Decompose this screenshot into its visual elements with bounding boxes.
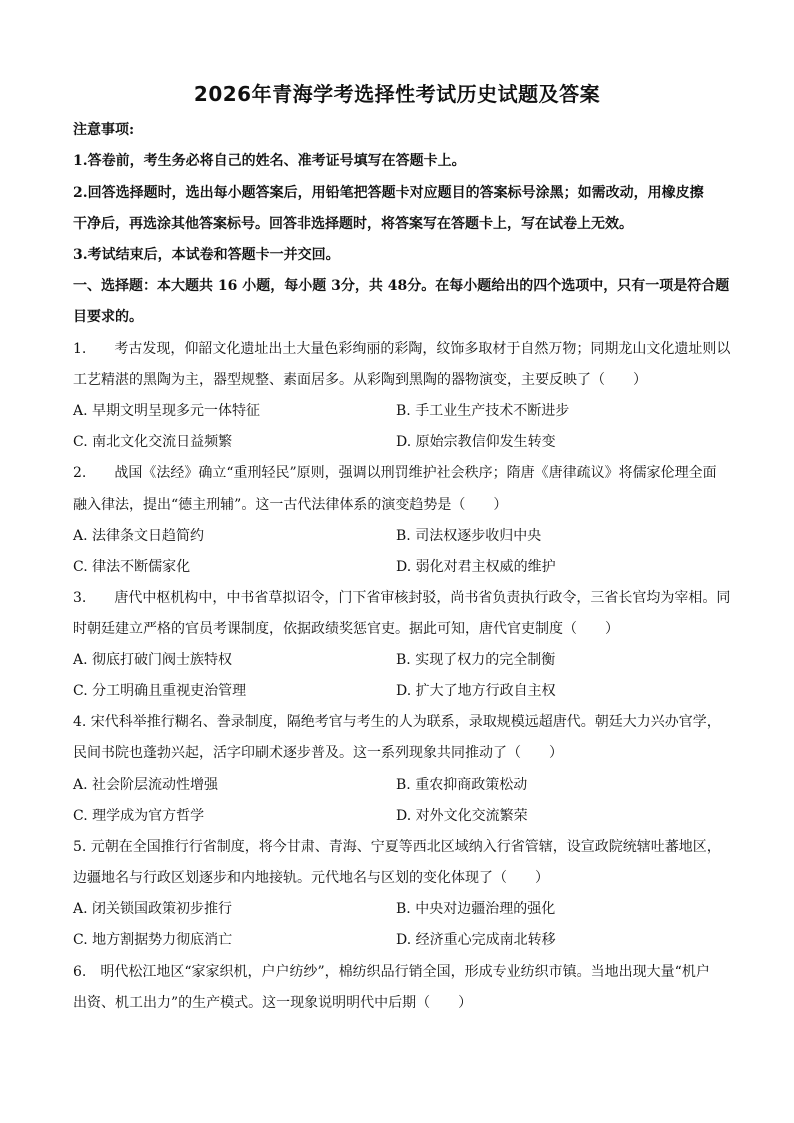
question-4-option-d: D. 对外文化交流繁荣 — [396, 808, 528, 824]
question-2-stem-line-2: 融入律法，提出“德主刑辅”。这一古代法律体系的演变趋势是（ ） — [73, 497, 508, 513]
question-1-option-b: B. 手工业生产技术不断进步 — [396, 403, 570, 419]
question-4-option-b: B. 重农抑商政策松动 — [396, 777, 528, 793]
question-3-option-b: B. 实现了权力的完全制衡 — [396, 652, 556, 668]
question-1-stem-line-2: 工艺精湛的黑陶为主，器型规整、素面居多。从彩陶到黑陶的器物演变，主要反映了（ ） — [73, 372, 647, 388]
notice-item-1: 1.答卷前，考生务必将自己的姓名、准考证号填写在答题卡上。 — [73, 153, 466, 169]
question-5-option-b: B. 中央对边疆治理的强化 — [396, 901, 556, 917]
question-3-stem-line-2: 时朝廷建立严格的官员考课制度，依据政绩奖惩官吏。据此可知，唐代官吏制度（ ） — [73, 621, 619, 637]
section-heading: 一、选择题：本大题共 16 小题，每小题 3分，共 48分。在每小题给出的四个选项中，只有一项是符合题 — [73, 278, 730, 294]
question-2-option-a: A. 法律条文日趋简约 — [73, 528, 205, 544]
question-4-stem-line-2: 民间书院也蓬勃兴起，活字印刷术逐步普及。这一系列现象共同推动了（ ） — [73, 745, 563, 761]
question-2-option-c: C. 律法不断儒家化 — [73, 559, 191, 575]
question-1-option-d: D. 原始宗教信仰发生转变 — [396, 434, 556, 450]
question-2-stem-line-1: 2. 战国《法经》确立“重刑轻民”原则，强调以刑罚维护社会秩序；隋唐《唐律疏议》将儒家伦理全面 — [73, 465, 717, 481]
question-1-option-c: C. 南北文化交流日益频繁 — [73, 434, 233, 450]
question-3-option-d: D. 扩大了地方行政自主权 — [396, 683, 556, 699]
question-5-stem-line-1: 5. 元朝在全国推行行省制度，将今甘肃、青海、宁夏等西北区域纳入行省管辖，设宣政院统辖吐蕃地区， — [73, 839, 721, 855]
question-6-stem-line-2: 出资、机工出力”的生产模式。这一现象说明明代中后期（ ） — [73, 995, 473, 1011]
question-4-option-a: A. 社会阶层流动性增强 — [73, 777, 219, 793]
question-3-option-a: A. 彻底打破门阀士族特权 — [73, 652, 233, 668]
notice-item-2: 2.回答选择题时，选出每小题答案后，用铅笔把答题卡对应题目的答案标号涂黑；如需改动，用橡皮擦 — [73, 185, 704, 201]
notice-item-2-cont: 干净后，再选涂其他答案标号。回答非选择题时，将答案写在答题卡上，写在试卷上无效。 — [73, 216, 633, 232]
question-1-option-a: A. 早期文明呈现多元一体特征 — [73, 403, 261, 419]
question-4-option-c: C. 理学成为官方哲学 — [73, 808, 205, 824]
question-6-stem-line-1: 6. 明代松江地区“家家织机，户户纺纱”，棉纺织品行销全国，形成专业纺织市镇。当地出现大量“机户 — [73, 964, 710, 980]
question-2-option-b: B. 司法权逐步收归中央 — [396, 528, 542, 544]
question-3-stem-line-1: 3. 唐代中枢机构中，中书省草拟诏令，门下省审核封驳，尚书省负责执行政令，三省长官均为宰相。同 — [73, 590, 731, 606]
question-5-stem-line-2: 边疆地名与行政区划逐步和内地接轨。元代地名与区划的变化体现了（ ） — [73, 870, 549, 886]
notice-heading: 注意事项: — [73, 122, 135, 138]
question-5-option-c: C. 地方割据势力彻底消亡 — [73, 932, 233, 948]
section-heading-cont: 目要求的。 — [73, 309, 143, 325]
question-4-stem-line-1: 4. 宋代科举推行糊名、誊录制度，隔绝考官与考生的人为联系，录取规模远超唐代。朝廷大力兴办官学， — [73, 714, 721, 730]
question-3-option-c: C. 分工明确且重视吏治管理 — [73, 683, 247, 699]
question-5-option-d: D. 经济重心完成南北转移 — [396, 932, 556, 948]
page-title: 2026年青海学考选择性考试历史试题及答案 — [193, 82, 601, 106]
question-2-option-d: D. 弱化对君主权威的维护 — [396, 559, 556, 575]
question-5-option-a: A. 闭关锁国政策初步推行 — [73, 901, 233, 917]
question-1-stem-line-1: 1. 考古发现，仰韶文化遗址出土大量色彩绚丽的彩陶，纹饰多取材于自然万物；同期龙山文化遗址则以 — [73, 341, 731, 357]
notice-item-3: 3.考试结束后，本试卷和答题卡一并交回。 — [73, 247, 340, 263]
